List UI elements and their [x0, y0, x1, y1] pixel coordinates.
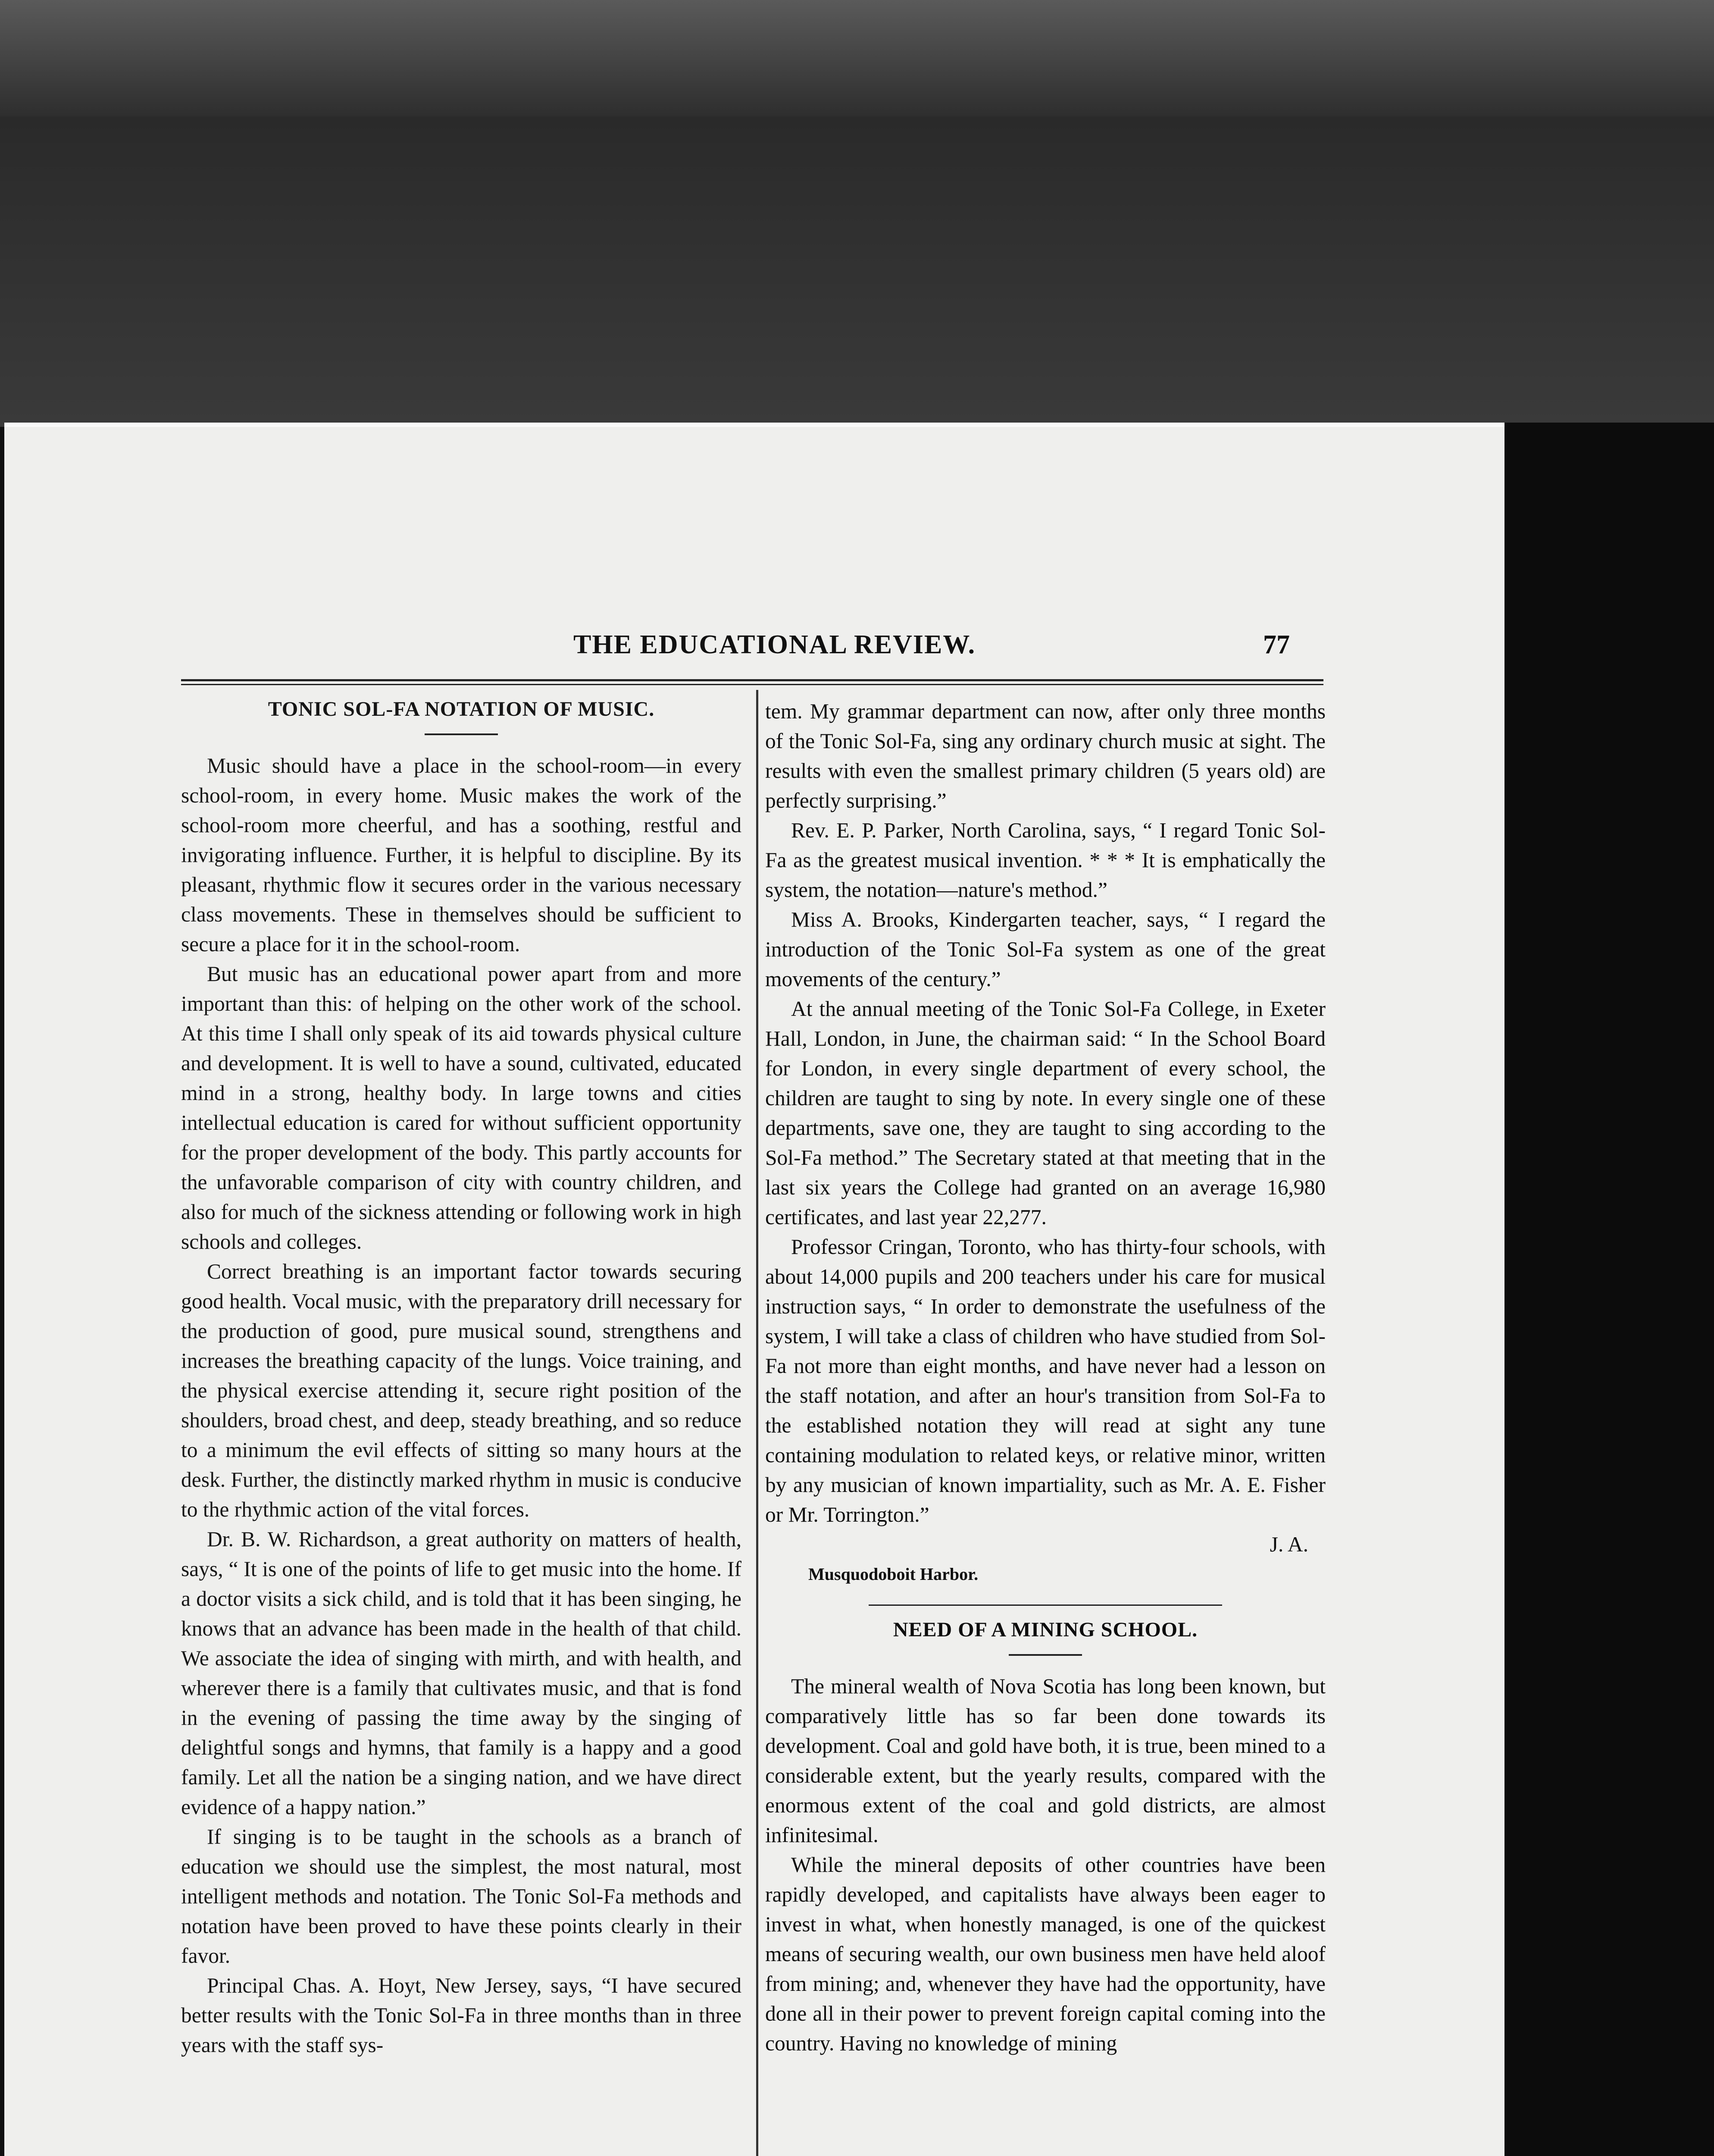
paragraph: Professor Cringan, Toronto, who has thirty-four schools, with about 14,000 pupils and 200 teachers under his care for musical instruction says, “ In order to demonstrate the usefulness of the system, I will take a class of children who have studied from Sol-Fa not more than eight months, and have never had a lesson on the staff notation, and after an hour's transition from Sol-Fa to the established notation they will read at sight any tune containing modulation to related keys, or relative minor, written by any musician of known impartiality, such as Mr. A. E. Fisher or Mr. Torrington.” — [765, 1235, 1326, 1526]
column-divider — [756, 690, 758, 2156]
page-number: 77 — [1263, 630, 1290, 659]
paragraph: At the annual meeting of the Tonic Sol-Fa College, in Exeter Hall, London, in June, the chairman said: “ In the School Board for London, in every single department of every school, the children are taught to sing by note. In every single one of these departments, save one, they are taught to sing according to the Sol-Fa method.” The Secretary stated at that meeting that in the last six years the College had granted on an average 16,980 certificates, and last year 22,277. — [765, 997, 1326, 1229]
paragraph: The mineral wealth of Nova Scotia has long been known, but comparatively little has so far been done towards its development. Coal and gold have both, it is true, been mined to a considerable extent, but the yearly results, compared with the enormous extent of the coal and gold districts, are almost infinitesimal. — [765, 1674, 1326, 1847]
author-place: Musquodoboit Harbor. — [808, 1564, 979, 1584]
paragraph: While the mineral deposits of other countries have been rapidly developed, and capitalists have always been eager to invest in what, when honestly managed, is one of the quickest means of securing wealth, our own business men have held aloof from mining; and, whenever they have had the opportunity, have done all in their power to prevent foreign capital coming into the country. Having no knowledge of mining — [765, 1853, 1326, 2055]
article-title: TONIC SOL-FA NOTATION OF MUSIC. — [268, 698, 655, 721]
paragraph: Principal Chas. A. Hoyt, New Jersey, says, “I have secured better results with the Tonic Sol-Fa in three months than in three years with the staff sys- — [181, 1974, 741, 2057]
header-rule-bottom — [181, 684, 1323, 685]
left-column — [181, 696, 741, 2060]
film-top-margin — [0, 0, 1714, 116]
paragraph: tem. My grammar department can now, after only three months of the Tonic Sol-Fa, sing any ordinary church music at sight. The results with even the smallest primary children (5 years old) are perfectly surprising.” — [765, 699, 1326, 812]
article-separator — [869, 1604, 1222, 1606]
paragraph: Correct breathing is an important factor towards securing good health. Vocal music, with the preparatory drill necessary for the production of good, pure musical sound, strengthens and increases the breathing capacity of the lungs. Voice training, and the physical exercise attending it, secure right position of the shoulders, broad chest, and deep, steady breathing, and so reduce to a minimum the evil effects of sitting so many hours at the desk. Further, the distinctly marked rhythm in music is conducive to the rhythmic action of the vital forces. — [181, 1260, 741, 1521]
page-header — [4, 630, 1328, 673]
film-background — [0, 116, 1714, 427]
newspaper-page — [4, 423, 1504, 2156]
header-rule-top — [181, 679, 1323, 681]
film-right-margin — [1504, 423, 1714, 2156]
paragraph: Rev. E. P. Parker, North Carolina, says, “ I regard Tonic Sol-Fa as the greatest musical invention. * * * It is emphatically the system, the notation—nature's method.” — [765, 818, 1326, 902]
article-title: NEED OF A MINING SCHOOL. — [893, 1618, 1198, 1641]
title-separator — [1009, 1654, 1082, 1656]
publication-title: THE EDUCATIONAL REVIEW. — [573, 630, 976, 659]
paragraph: But music has an educational power apart from and more important than this: of helping on the other work of the school. At this time I shall only speak of its aid towards physical culture and development. It is well to have a sound, cultivated, educated mind in a strong, healthy body. In large towns and cities intellectual education is cared for without sufficient opportunity for the proper development of the body. This partly accounts for the unfavorable comparison of city with country children, and also for much of the sickness attending or following work in high schools and colleges. — [181, 962, 741, 1253]
right-column — [765, 696, 1326, 2058]
author-signature: J. A. — [1270, 1532, 1308, 1556]
paragraph: Miss A. Brooks, Kindergarten teacher, says, “ I regard the introduction of the Tonic Sol-Fa system as one of the great movements of the century.” — [765, 908, 1326, 991]
paragraph: Dr. B. W. Richardson, a great authority on matters of health, says, “ It is one of the points of life to get music into the home. If a doctor visits a sick child, and is told that it has been singing, he knows that an advance has been made in the health of that child. We associate the idea of singing with mirth, and with health, and wherever there is a family that cultivates music, and that is fond in the evening of passing the time away by the singing of delightful songs and hymns, that family is a happy and a good family. Let all the nation be a singing nation, and we have direct evidence of a happy nation.” — [181, 1527, 741, 1819]
paragraph: If singing is to be taught in the schools as a branch of education we should use the simplest, the most natural, most intelligent methods and notation. The Tonic Sol-Fa methods and notation have been proved to have these points clearly in their favor. — [181, 1825, 741, 1968]
title-separator — [425, 733, 498, 735]
paragraph: Music should have a place in the school-room—in every school-room, in every home. Music makes the work of the school-room more cheerful, and has a soothing, restful and invigorating influence. Further, it is helpful to discipline. By its pleasant, rhythmic flow it secures order in the various necessary class movements. These in themselves should be sufficient to secure a place for it in the school-room. — [181, 754, 741, 956]
